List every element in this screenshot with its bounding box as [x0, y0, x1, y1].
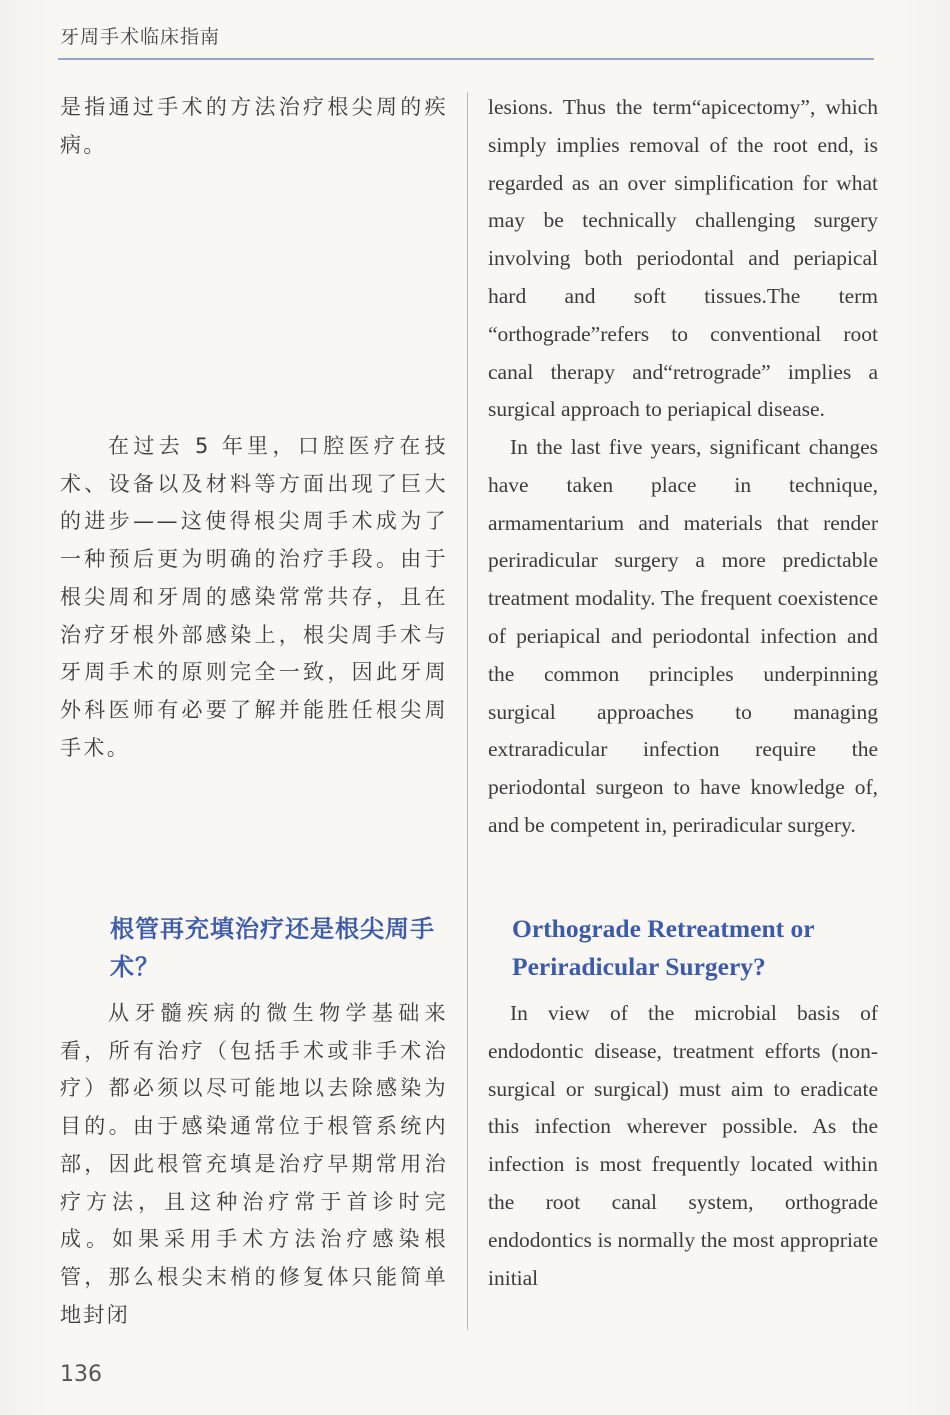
page-number: 136: [60, 1362, 102, 1387]
english-section-heading: Orthograde Retreatment or Periradicular Surgery?: [512, 914, 815, 981]
chinese-section-heading: 根管再充填治疗还是根尖周手术？: [110, 915, 435, 981]
english-paragraph-3: In view of the microbial basis of endodontic disease, treatment efforts (non-surgical or surgical) must aim to eradicate this infection wherever possible. As the infection is most frequently located within the root canal system, orthograde endodontics is normally the most appropriate initial: [488, 1001, 878, 1290]
header-rule: [58, 58, 874, 60]
chinese-paragraph-2: 在过去 5 年里，口腔医疗在技术、设备以及材料等方面出现了巨大的进步——这使得根尖周手术成为了一种预后更为明确的治疗手段。由于根尖周和牙周的感染常常共存，且在治疗牙根外部感染上，根尖周手术与牙周手术的原则完全一致，因此牙周外科医师有必要了解并能胜任根尖周手术。: [60, 434, 448, 760]
chinese-paragraph-1: 是指通过手术的方法治疗根尖周的疾病。: [60, 95, 448, 157]
english-paragraph-1: lesions. Thus the term“apicectomy”, which simply implies removal of the root end, is regarded as an over simplification for what may be technically challenging surgery involving both periodontal and periapical hard and soft tissues.The term “orthograde”refers to conventional root canal therapy and“retrograde” implies a surgical approach to periapical disease.: [488, 95, 878, 422]
running-head: 牙周手术临床指南: [60, 26, 221, 48]
english-paragraph-2: In the last five years, significant changes have taken place in technique, armamentarium and materials that render periradicular surgery a more predictable treatment modality. The frequent coexistence of periapical and periodontal infection and the common principles underpinning surgical approaches to managing extraradicular infection require the periodontal surgeon to have knowledge of, and be competent in, periradicular surgery.: [488, 435, 878, 837]
chinese-paragraph-3: 从牙髓疾病的微生物学基础来看，所有治疗（包括手术或非手术治疗）都必须以尽可能地以去除感染为目的。由于感染通常位于根管系统内部，因此根管充填是治疗早期常用治疗方法，且这种治疗常于首诊时完成。如果采用手术方法治疗感染根管，那么根尖末梢的修复体只能简单地封闭: [60, 1001, 448, 1327]
column-divider: [467, 92, 468, 1330]
